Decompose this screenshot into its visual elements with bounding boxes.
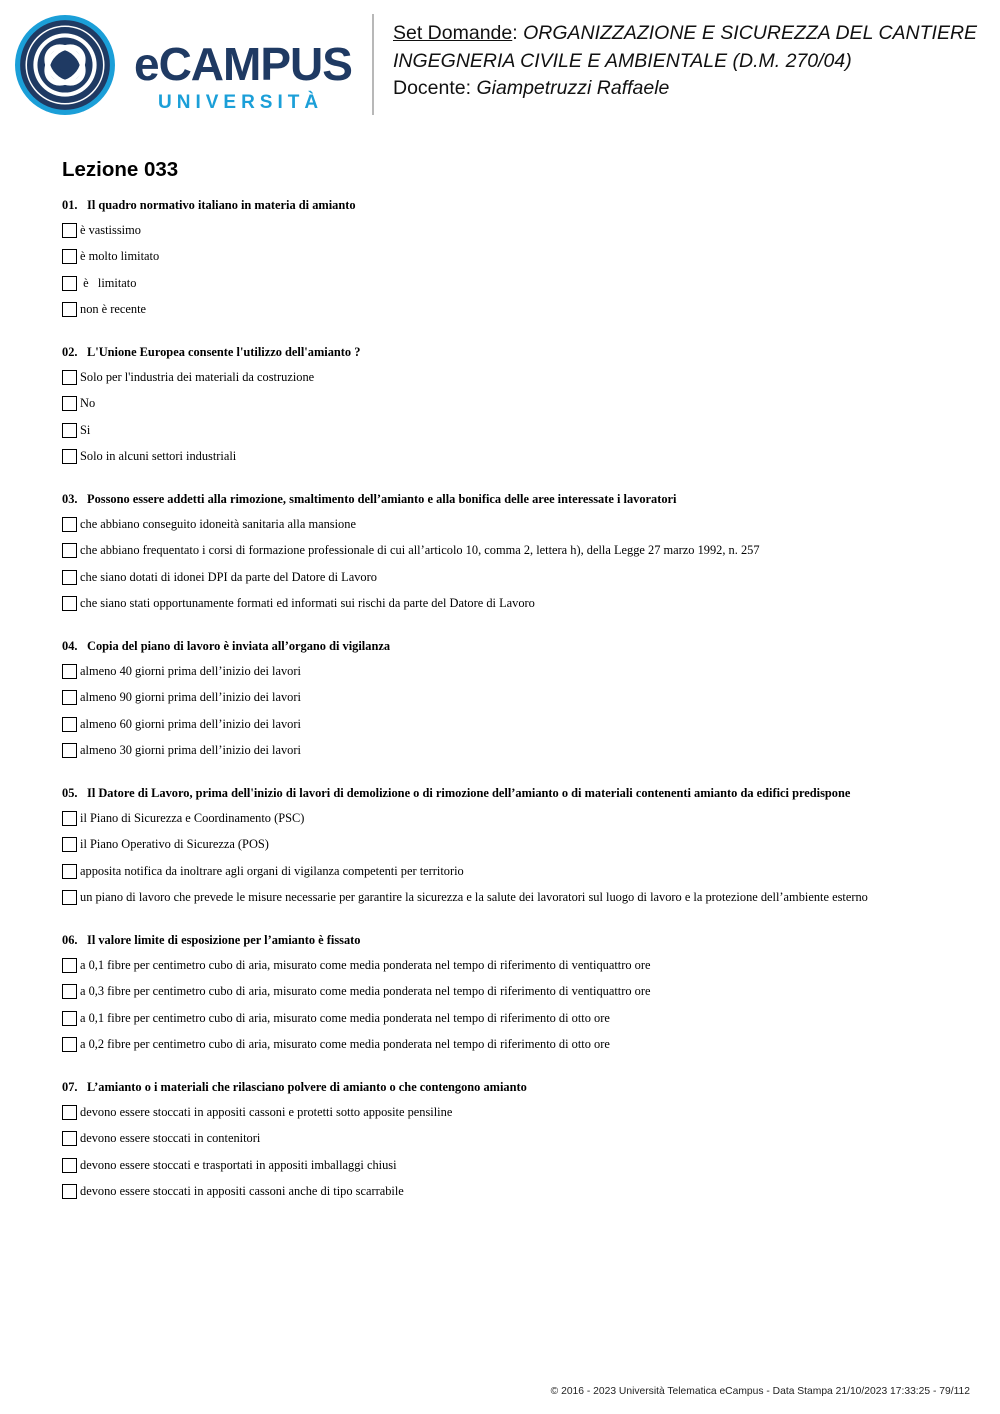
- question-text: Il Datore di Lavoro, prima dell'inizio di lavori di demolizione o di rimozione dell’amianto o di materiali contenenti amianto da edifici predispone: [87, 786, 851, 800]
- answer-label: a 0,3 fibre per centimetro cubo di aria, misurato come media ponderata nel tempo di riferimento di ventiquattro ore: [80, 984, 651, 999]
- question-number: 01.: [62, 198, 78, 212]
- page-header: [0, 0, 1000, 130]
- header-divider: [372, 14, 374, 115]
- question-title: [62, 340, 962, 364]
- answer-label: a 0,1 fibre per centimetro cubo di aria, misurato come media ponderata nel tempo di riferimento di otto ore: [80, 1010, 610, 1025]
- question-text: Copia del piano di lavoro è inviata all’organo di vigilanza: [87, 639, 391, 653]
- answer-label: che siano stati opportunamente formati ed informati sui rischi da parte del Datore di Lavoro: [80, 596, 535, 611]
- answer-option[interactable]: [62, 538, 962, 565]
- answer-label: almeno 30 giorni prima dell’inizio dei lavori: [80, 743, 301, 758]
- answer-option[interactable]: [62, 685, 962, 712]
- answer-option[interactable]: [62, 1179, 962, 1206]
- question-list: [62, 193, 962, 1222]
- answer-option[interactable]: [62, 511, 962, 538]
- question-block: [62, 781, 962, 911]
- teacher-line: [393, 75, 983, 103]
- set-colon: :: [512, 22, 518, 44]
- answer-checkbox[interactable]: [62, 276, 77, 291]
- answer-checkbox[interactable]: [62, 449, 77, 464]
- question-title: [62, 634, 962, 658]
- answer-checkbox[interactable]: [62, 249, 77, 264]
- question-block: [62, 1075, 962, 1205]
- answer-checkbox[interactable]: [62, 811, 77, 826]
- answer-option[interactable]: [62, 297, 962, 324]
- question-block: [62, 487, 962, 617]
- answer-checkbox[interactable]: [62, 890, 77, 905]
- answer-option[interactable]: [62, 591, 962, 618]
- answer-option[interactable]: [62, 832, 962, 859]
- answer-option[interactable]: [62, 1126, 962, 1153]
- question-title: [62, 1075, 962, 1099]
- question-block: [62, 928, 962, 1058]
- course-info: [393, 20, 983, 103]
- answer-label: Solo in alcuni settori industriali: [80, 449, 237, 464]
- answer-checkbox[interactable]: [62, 1131, 77, 1146]
- question-title: [62, 781, 962, 805]
- answer-option[interactable]: [62, 658, 962, 685]
- answer-label: devono essere stoccati in contenitori: [80, 1131, 261, 1146]
- answer-checkbox[interactable]: [62, 423, 77, 438]
- answer-option[interactable]: [62, 564, 962, 591]
- question-text: L’amianto o i materiali che rilasciano polvere di amianto o che contengono amianto: [87, 1080, 527, 1094]
- answer-label: il Piano Operativo di Sicurezza (POS): [80, 837, 269, 852]
- answer-label: almeno 60 giorni prima dell’inizio dei lavori: [80, 716, 301, 731]
- answer-checkbox[interactable]: [62, 370, 77, 385]
- answer-label: che abbiano frequentato i corsi di formazione professionale di cui all’articolo 10, comma 2, lettera h), della Legge 27 marzo 1992, n. 257: [80, 543, 760, 558]
- answer-checkbox[interactable]: [62, 1184, 77, 1199]
- answer-checkbox[interactable]: [62, 743, 77, 758]
- answer-checkbox[interactable]: [62, 717, 77, 732]
- question-number: 05.: [62, 786, 78, 800]
- answer-checkbox[interactable]: [62, 396, 77, 411]
- answer-label: Si: [80, 422, 91, 437]
- answer-option[interactable]: [62, 444, 962, 471]
- ecampus-wordmark-logo: [134, 38, 364, 118]
- teacher-label: Docente:: [393, 77, 472, 99]
- answer-label: che abbiano conseguito idoneità sanitaria alla mansione: [80, 516, 356, 531]
- answer-checkbox[interactable]: [62, 690, 77, 705]
- course-line-1: [393, 20, 983, 48]
- answer-checkbox[interactable]: [62, 1105, 77, 1120]
- question-text: L'Unione Europea consente l'utilizzo dell'amianto ?: [87, 345, 361, 359]
- answer-option[interactable]: [62, 364, 962, 391]
- answer-label: devono essere stoccati in appositi cassoni e protetti sotto apposite pensiline: [80, 1104, 453, 1119]
- question-number: 03.: [62, 492, 78, 506]
- answer-label: non è recente: [80, 302, 147, 317]
- question-number: 06.: [62, 933, 78, 947]
- answer-label: è molto limitato: [80, 249, 160, 264]
- answer-option[interactable]: [62, 711, 962, 738]
- answer-option[interactable]: [62, 244, 962, 271]
- teacher-name: Giampetruzzi Raffaele: [476, 77, 670, 99]
- question-text: Il valore limite di esposizione per l’amianto è fissato: [87, 933, 361, 947]
- answer-label: il Piano di Sicurezza e Coordinamento (PSC): [80, 810, 305, 825]
- question-block: [62, 340, 962, 470]
- answer-option[interactable]: [62, 1099, 962, 1126]
- lesson-title: Lezione 033: [62, 158, 179, 181]
- answer-checkbox[interactable]: [62, 223, 77, 238]
- answer-checkbox[interactable]: [62, 837, 77, 852]
- answer-checkbox[interactable]: [62, 543, 77, 558]
- answer-option[interactable]: [62, 979, 962, 1006]
- brand-subtitle: UNIVERSITÀ: [158, 92, 324, 113]
- set-label: Set Domande: [393, 22, 513, 44]
- answer-checkbox[interactable]: [62, 958, 77, 973]
- answer-label: che siano dotati di idonei DPI da parte del Datore di Lavoro: [80, 569, 377, 584]
- question-title: [62, 193, 962, 217]
- question-block: [62, 634, 962, 764]
- question-number: 02.: [62, 345, 78, 359]
- answer-label: Solo per l'industria dei materiali da costruzione: [80, 369, 315, 384]
- answer-label: un piano di lavoro che prevede le misure necessarie per garantire la sicurezza e la salute dei lavoratori sul luogo di lavoro e la protezione dell’ambiente esterno: [80, 890, 868, 905]
- answer-checkbox[interactable]: [62, 517, 77, 532]
- answer-option[interactable]: [62, 952, 962, 979]
- answer-option[interactable]: [62, 417, 962, 444]
- question-number: 07.: [62, 1080, 78, 1094]
- answer-option[interactable]: [62, 1005, 962, 1032]
- question-title: [62, 487, 962, 511]
- question-number: 04.: [62, 639, 78, 653]
- question-title: [62, 928, 962, 952]
- answer-label: devono essere stoccati in appositi cassoni anche di tipo scarrabile: [80, 1184, 404, 1199]
- answer-label: almeno 40 giorni prima dell’inizio dei lavori: [80, 663, 301, 678]
- answer-label: almeno 90 giorni prima dell’inizio dei lavori: [80, 690, 301, 705]
- question-text: Possono essere addetti alla rimozione, smaltimento dell’amianto e alla bonifica delle aree interessate i lavoratori: [87, 492, 677, 506]
- answer-option[interactable]: [62, 217, 962, 244]
- answer-checkbox[interactable]: [62, 664, 77, 679]
- brand-name: eCAMPUS: [134, 38, 352, 90]
- answer-checkbox[interactable]: [62, 1158, 77, 1173]
- answer-checkbox[interactable]: [62, 302, 77, 317]
- answer-label: devono essere stoccati e trasportati in appositi imballaggi chiusi: [80, 1157, 397, 1172]
- course-line-2: INGEGNERIA CIVILE E AMBIENTALE (D.M. 270/04): [393, 49, 852, 72]
- answer-checkbox[interactable]: [62, 1011, 77, 1026]
- question-text: Il quadro normativo italiano in materia di amianto: [87, 198, 356, 212]
- answer-label: a 0,2 fibre per centimetro cubo di aria, misurato come media ponderata nel tempo di riferimento di otto ore: [80, 1037, 610, 1052]
- answer-option[interactable]: [62, 270, 962, 297]
- answer-option[interactable]: [62, 391, 962, 418]
- answer-option[interactable]: [62, 1032, 962, 1059]
- answer-checkbox[interactable]: [62, 984, 77, 999]
- answer-checkbox[interactable]: [62, 596, 77, 611]
- answer-option[interactable]: [62, 805, 962, 832]
- answer-label: è vastissimo: [80, 222, 141, 237]
- answer-option[interactable]: [62, 738, 962, 765]
- page-footer: © 2016 - 2023 Università Telematica eCampus - Data Stampa 21/10/2023 17:33:25 - 79/112: [550, 1386, 970, 1397]
- answer-label: No: [80, 396, 96, 411]
- answer-label: apposita notifica da inoltrare agli organi di vigilanza competenti per territorio: [80, 863, 464, 878]
- answer-label: è limitato: [80, 275, 137, 290]
- answer-label: a 0,1 fibre per centimetro cubo di aria, misurato come media ponderata nel tempo di riferimento di ventiquattro ore: [80, 957, 651, 972]
- answer-checkbox[interactable]: [62, 864, 77, 879]
- ecampus-seal-logo-icon: [14, 14, 116, 116]
- answer-option[interactable]: [62, 885, 962, 912]
- answer-checkbox[interactable]: [62, 570, 77, 585]
- course-name: ORGANIZZAZIONE E SICUREZZA DEL CANTIERE: [523, 22, 978, 44]
- answer-checkbox[interactable]: [62, 1037, 77, 1052]
- question-block: [62, 193, 962, 323]
- answer-option[interactable]: [62, 858, 962, 885]
- answer-option[interactable]: [62, 1152, 962, 1179]
